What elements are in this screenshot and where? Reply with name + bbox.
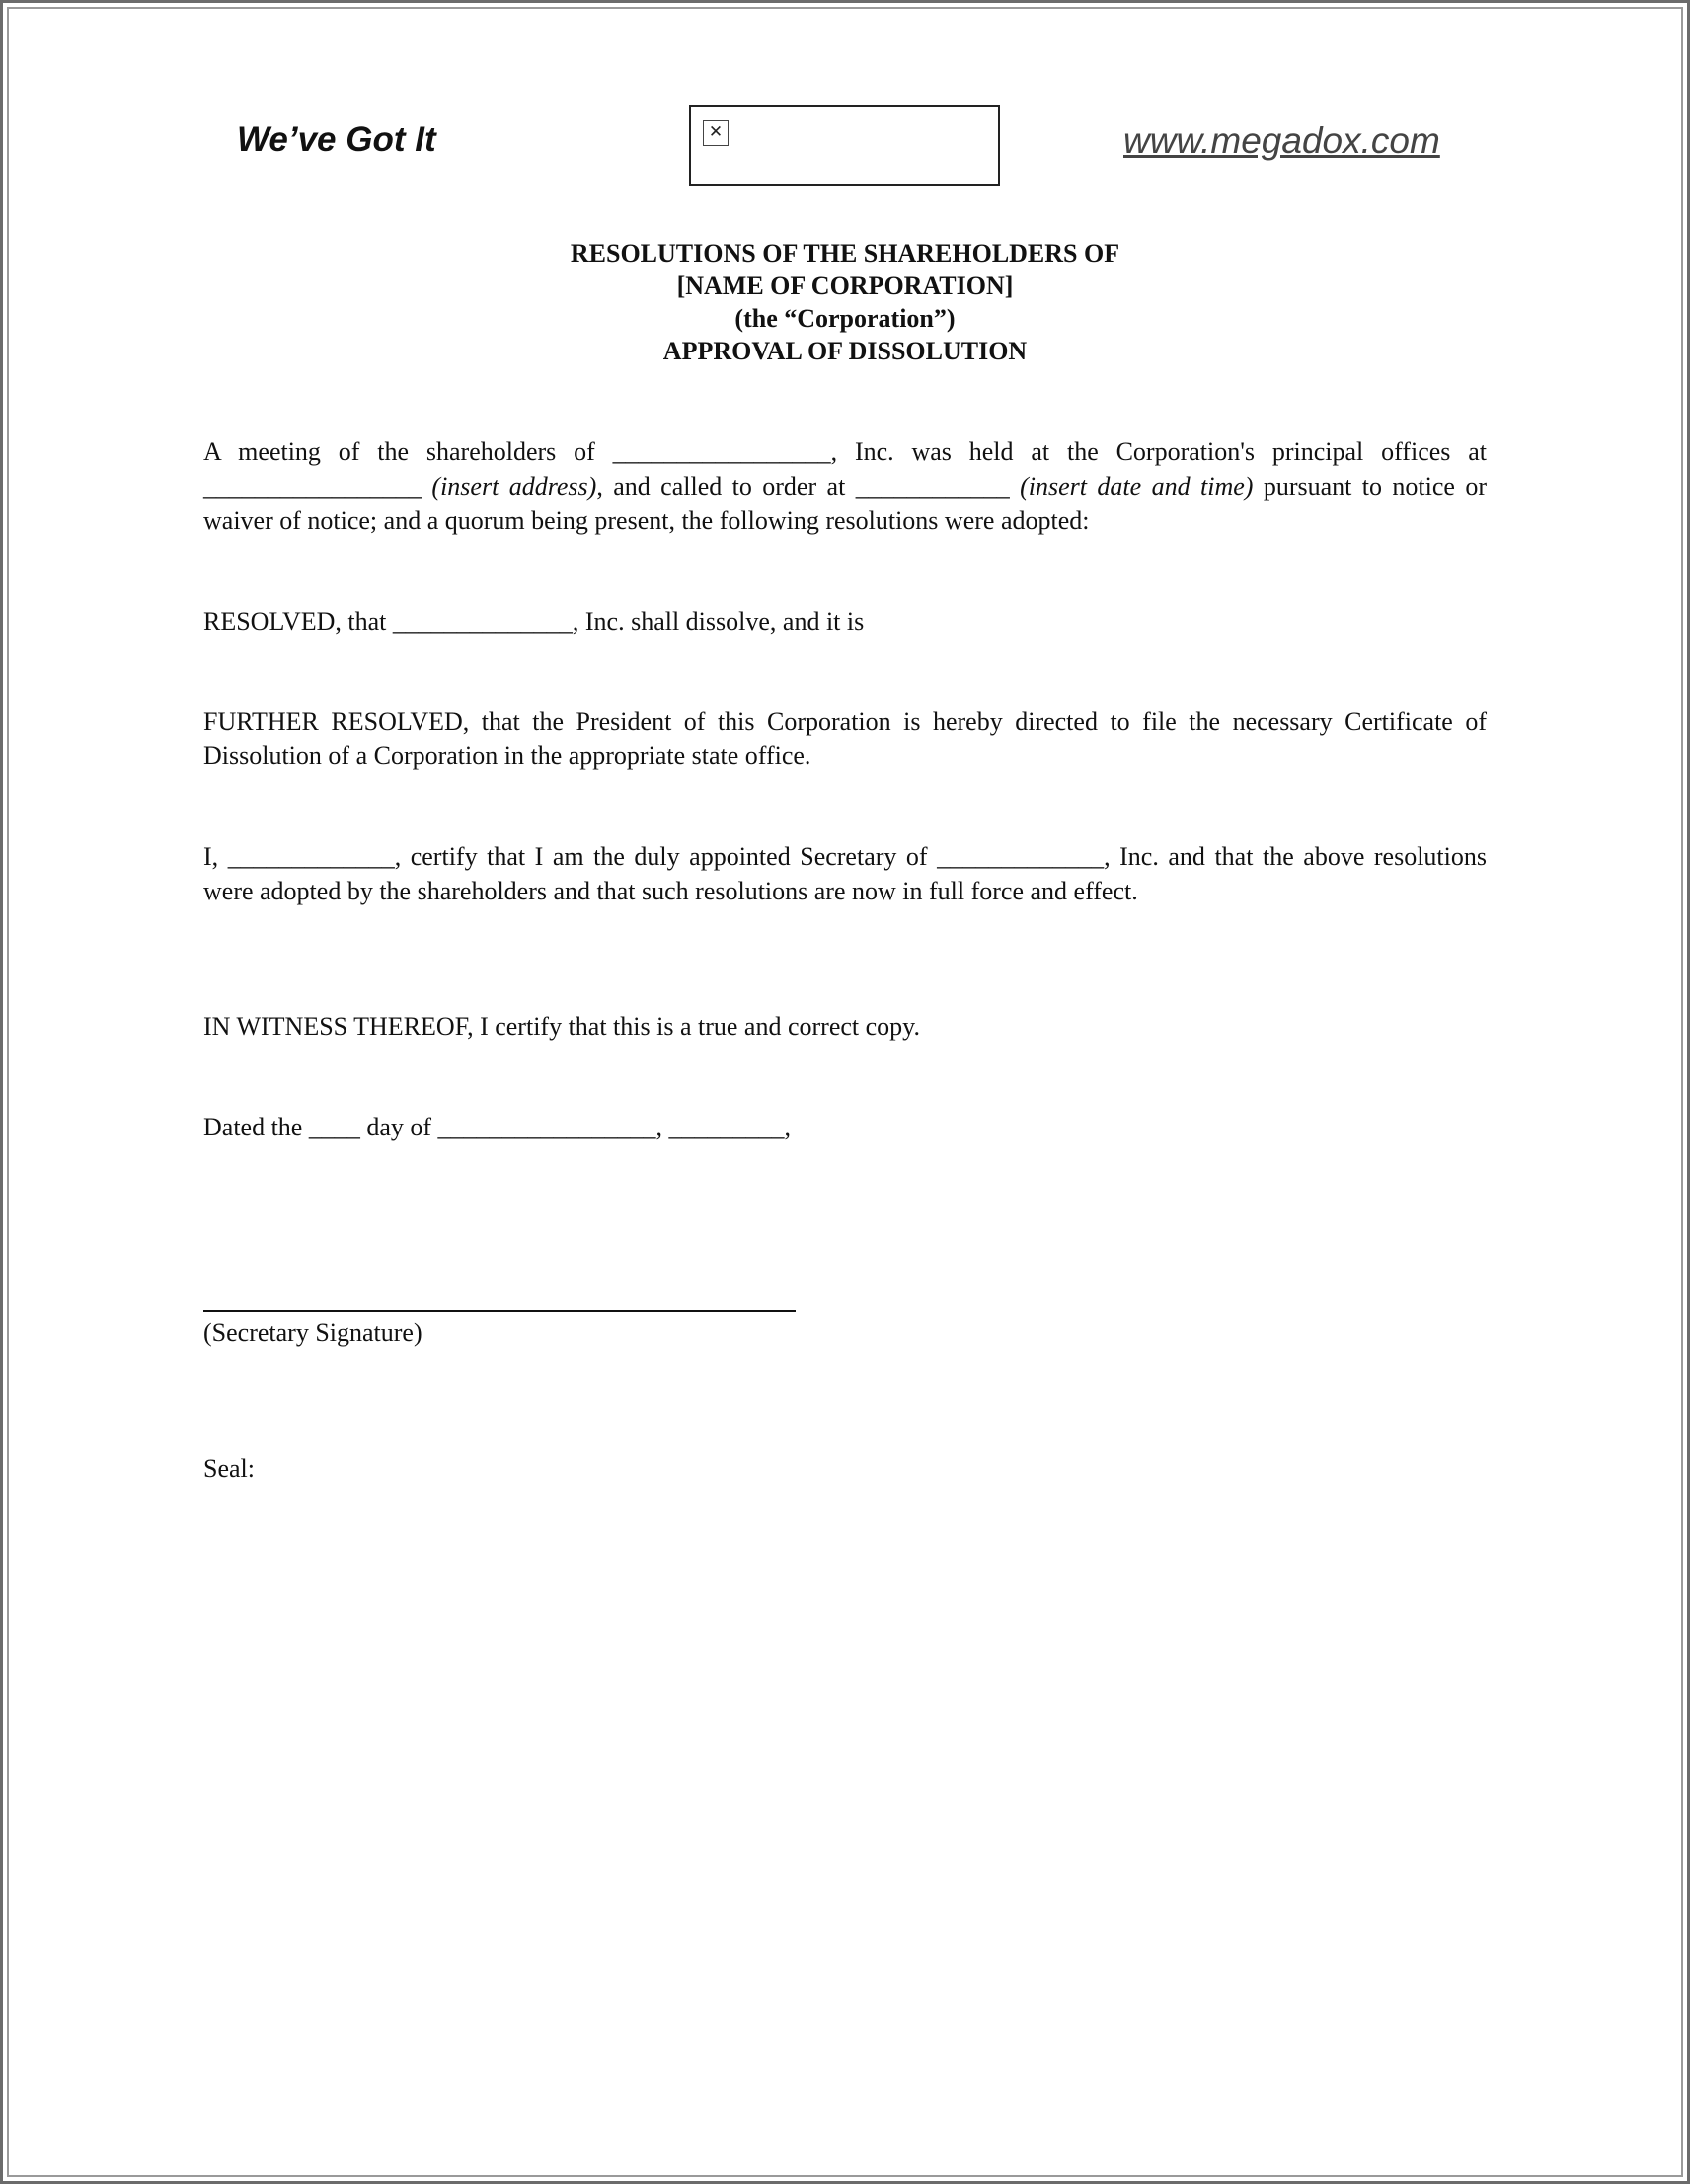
resolved-paragraph: RESOLVED, that ______________, Inc. shall dissolve, and it is: [203, 607, 865, 636]
meeting-text-3: pursuant to notice or waiver of notice; and a quorum being present, the following resolutions were adopted:: [203, 472, 1488, 535]
title-line-3: (the “Corporation”): [734, 304, 956, 333]
brand-tagline: We’ve Got It: [237, 120, 436, 159]
document-page: [203, 0, 1487, 2184]
meeting-text-1: A meeting of the shareholders of _________________, Inc. was held at the Corporation's principal offices at _________________: [203, 437, 1487, 501]
insert-datetime-hint: (insert date and time): [1020, 472, 1254, 501]
signature-line: [203, 1310, 796, 1312]
insert-address-hint: (insert address): [431, 472, 597, 501]
title-line-4: APPROVAL OF DISSOLUTION: [662, 337, 1028, 365]
title-line-1: RESOLUTIONS OF THE SHAREHOLDERS OF: [570, 239, 1120, 268]
further-resolved-paragraph: FURTHER RESOLVED, that the President of this Corporation is hereby directed to file the necessary Certificate of Dissolution of a Corporation in the appropriate state office.: [203, 707, 1487, 770]
signature-caption: (Secretary Signature): [203, 1318, 422, 1347]
logo-placeholder: [689, 105, 1000, 186]
certification-paragraph: I, _____________, certify that I am the duly appointed Secretary of _____________, Inc. and that the above resolutions were adopted by the shareholders and that such resolutions are now in full force and effect.: [203, 842, 1487, 905]
broken-image-icon: ✕: [703, 120, 729, 146]
meeting-paragraph: [203, 434, 1487, 538]
title-line-2: [NAME OF CORPORATION]: [676, 272, 1014, 300]
dated-line: Dated the ____ day of _________________, _________,: [203, 1113, 792, 1141]
seal-label: Seal:: [203, 1454, 255, 1483]
website-link[interactable]: www.megadox.com: [1123, 120, 1440, 161]
meeting-text-2: , and called to order at ____________: [596, 472, 1021, 501]
document-title: [203, 237, 1487, 367]
witness-paragraph: IN WITNESS THEREOF, I certify that this is a true and correct copy.: [203, 1012, 920, 1041]
